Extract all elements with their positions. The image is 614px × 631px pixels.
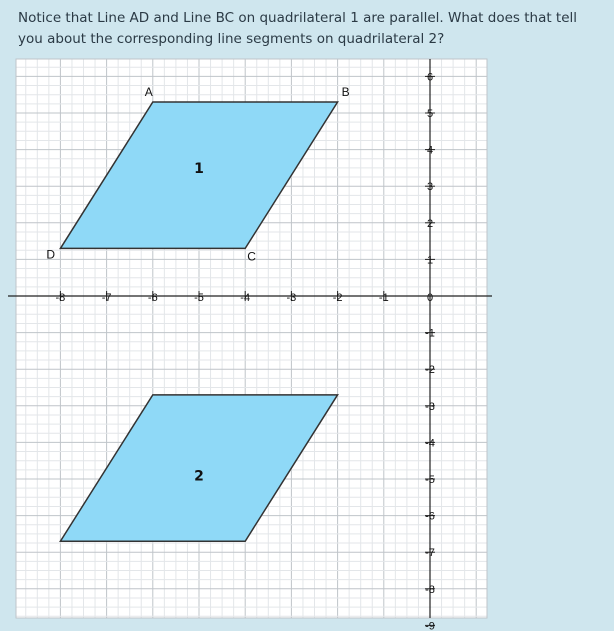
y-tick-label: -4 xyxy=(425,437,435,450)
x-tick-label: -2 xyxy=(332,292,343,304)
y-tick-label: 1 xyxy=(426,254,434,267)
coordinate-graph xyxy=(0,56,614,631)
vertex-label-b: B xyxy=(341,85,350,100)
y-tick-label: -8 xyxy=(425,583,435,596)
x-tick-label: -3 xyxy=(286,292,297,304)
y-tick-label: 6 xyxy=(426,71,434,84)
vertex-label-a: A xyxy=(144,85,153,100)
y-tick-label: -1 xyxy=(425,327,435,340)
question-text: Notice that Line AD and Line BC on quadrilateral 1 are parallel. What does that tell you about the corresponding line segments on quadrilateral 2? xyxy=(18,10,578,47)
y-tick-label: 3 xyxy=(426,181,434,194)
y-tick-label: -5 xyxy=(425,474,435,486)
x-tick-label: -7 xyxy=(101,292,112,304)
y-tick-label: -3 xyxy=(425,400,435,413)
y-tick-label: -7 xyxy=(425,547,435,560)
y-tick-label: 5 xyxy=(426,108,434,120)
y-tick-label: -6 xyxy=(425,510,435,523)
y-tick-label: 2 xyxy=(426,217,434,230)
x-tick-label: -8 xyxy=(55,292,66,304)
x-tick-label: -5 xyxy=(194,292,204,304)
vertex-label-d: D xyxy=(46,247,56,262)
vertex-label-c: C xyxy=(247,249,256,264)
y-tick-label: -9 xyxy=(425,620,435,631)
x-tick-label: -4 xyxy=(240,292,251,304)
coordinate-grid xyxy=(0,56,614,631)
quadrilateral-label: 2 xyxy=(194,468,204,485)
x-tick-label: -6 xyxy=(147,292,158,304)
x-tick-label: -1 xyxy=(378,292,389,304)
y-tick-label: -2 xyxy=(425,364,435,377)
y-tick-label: 4 xyxy=(426,144,434,157)
quadrilateral-label: 1 xyxy=(194,160,204,177)
x-tick-label: 0 xyxy=(426,292,434,304)
